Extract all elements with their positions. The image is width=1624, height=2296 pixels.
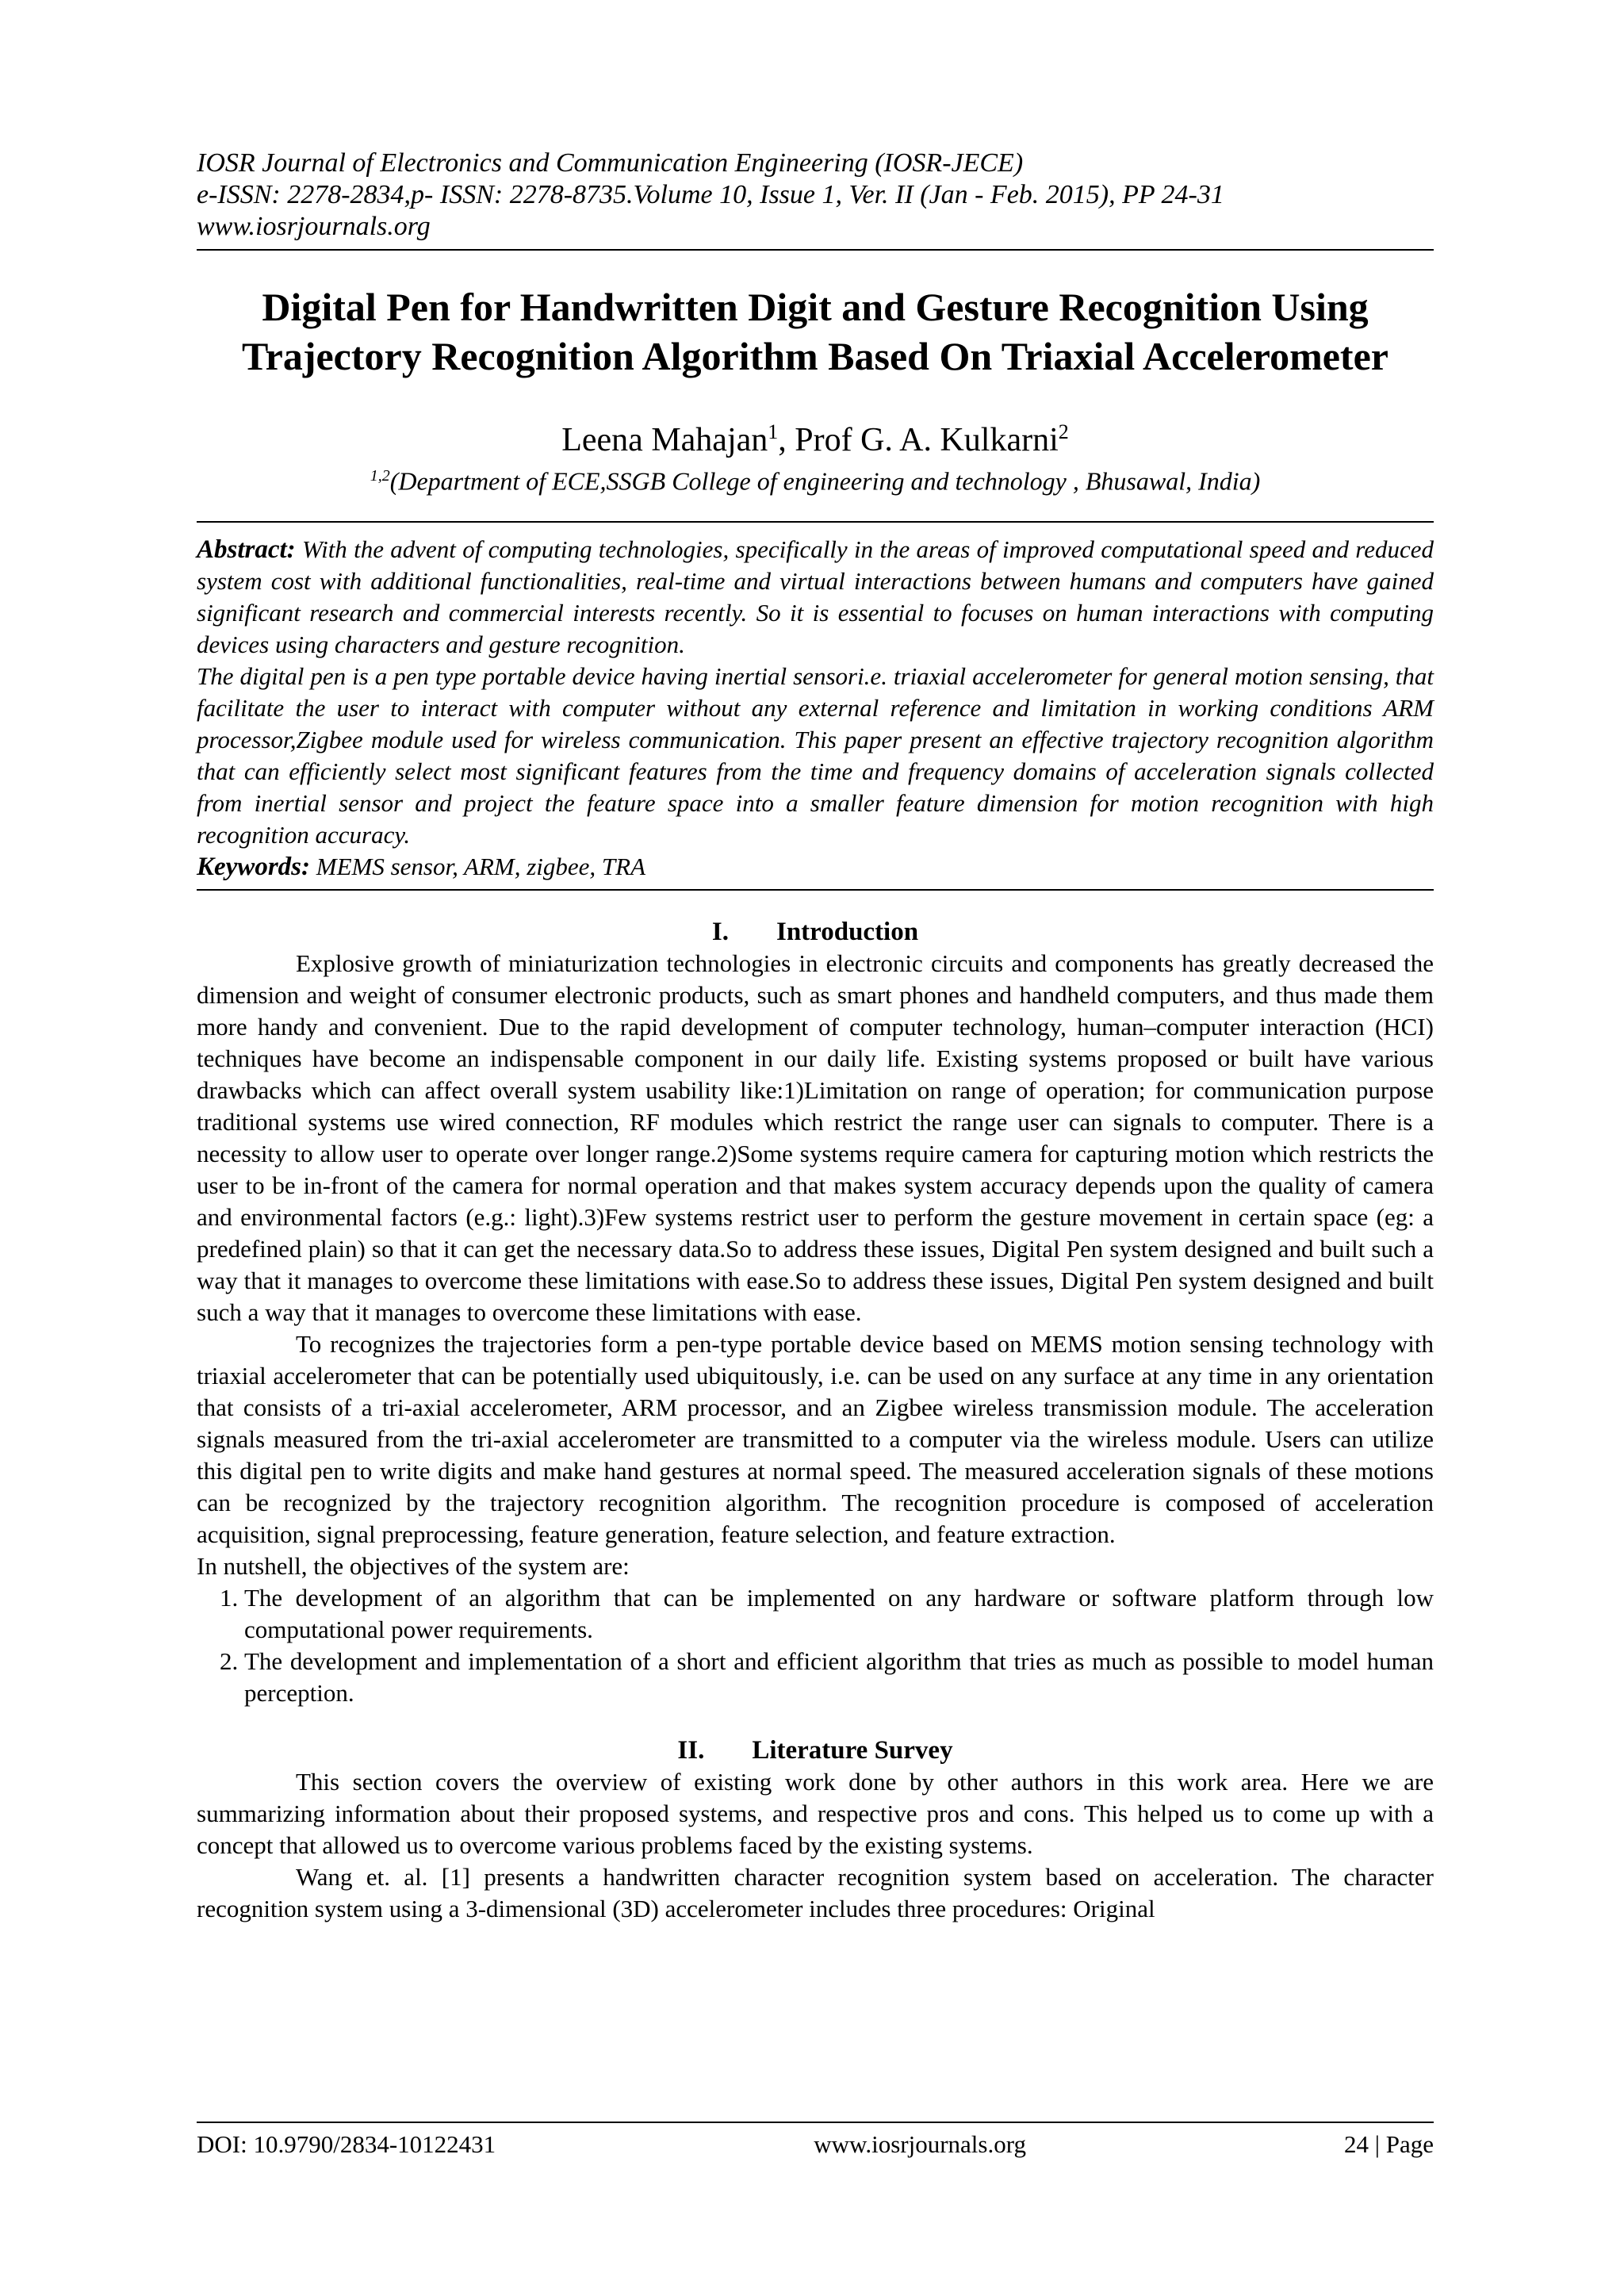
body-paragraph: This section covers the overview of existing work done by other authors in this work area. Here we are summarizing information about their proposed systems, and respective pros and cons. This helped us to come up with a concept that allowed us to overcome various problems faced by the existing systems.	[197, 1767, 1434, 1859]
body-paragraph: Wang et. al. [1] presents a handwritten character recognition system based on acceleration. The character recognition system using a 3-dimensional (3D) accelerometer includes three procedures: Original	[197, 1862, 1434, 1922]
author-separator: ,	[778, 422, 795, 458]
footer-divider	[197, 2122, 1434, 2123]
footer-page-number: 24 | Page	[1344, 2130, 1434, 2158]
keywords-label: Keywords:	[197, 852, 310, 881]
keywords-paragraph	[197, 851, 1434, 883]
author-name: Prof G. A. Kulkarni	[795, 422, 1059, 458]
abstract-paragraph: The digital pen is a pen type portable device having inertial sensori.e. triaxial accelerometer for general motion sensing, that facilitate the user to interact with computer without any external reference and limitation in working conditions ARM processor,Zigbee module used for wireless communication. This paper present an effective trajectory recognition algorithm that can efficiently select most significant features from the time and frequency domains of acceleration signals collected from inertial sensor and project the feature space into a smaller feature dimension for motion recognition with high recognition accuracy.	[197, 661, 1434, 849]
body-paragraph: In nutshell, the objectives of the system are:	[197, 1551, 630, 1580]
author-superscript: 1	[768, 420, 779, 443]
keywords-text: MEMS sensor, ARM, zigbee, TRA	[310, 852, 646, 880]
affiliation	[197, 460, 1434, 497]
paper-title: Digital Pen for Handwritten Digit and Gesture Recognition Using Trajectory Recognition Algorithm Based On Triaxial Accelerometer	[242, 285, 1388, 378]
footer-website[interactable]: www.iosrjournals.org	[814, 2130, 1026, 2158]
section-title: Literature Survey	[752, 1735, 953, 1765]
body-paragraph: Explosive growth of miniaturization technologies in electronic circuits and components has greatly decreased the dimension and weight of consumer electronic products, such as smart phones and handheld computers, and thus made them more handy and convenient. Due to the rapid development of computer technology, human–computer interaction (HCI) techniques have become an indispensable component in our daily life. Existing systems proposed or built have various drawbacks which can affect overall system usability like:1)Limitation on range of operation; for communication purpose traditional systems use wired connection, RF modules which restrict the range user can signals to computer. There is a necessity to allow user to operate over longer range.2)Some systems require camera for capturing motion which restricts the user to be in-front of the camera for normal operation and that makes system accuracy depends upon the quality of camera and environmental factors (e.g.: light).3)Few systems restrict user to perform the gesture movement in certain space (eg: a predefined plain) so that it can get the necessary data.So to address these issues, Digital Pen system designed and built such a way that it manages to overcome these limitations with ease.So to address these issues, Digital Pen system designed and built such a way that it manages to overcome these limitations with ease.	[197, 949, 1434, 1326]
section-number: II.	[677, 1735, 705, 1765]
objectives-list	[197, 1582, 1434, 1709]
author-line	[197, 412, 1434, 460]
section-number: I.	[711, 917, 729, 946]
body-paragraph: To recognizes the trajectories form a pen-type portable device based on MEMS motion sensing technology with triaxial accelerometer that can be potentially used ubiquitously, i.e. can be used on any surface at any time in any orientation that consists of a tri-axial accelerometer, ARM processor, and an Zigbee wireless transmission module. The acceleration signals measured from the tri-axial accelerometer are transmitted to a computer via the wireless module. Users can utilize this digital pen to write digits and make hand gestures at normal speed. The measured acceleration signals of these motions can be recognized by the trajectory recognition algorithm. The recognition procedure is composed of acceleration acquisition, signal preprocessing, feature generation, feature selection, and feature extraction.	[197, 1329, 1434, 1548]
abstract-paragraph	[197, 534, 1434, 661]
section-heading-introduction	[197, 916, 1434, 948]
author-superscript: 2	[1058, 420, 1069, 443]
journal-header	[197, 148, 1434, 251]
page-content	[197, 148, 1434, 1925]
journal-name: IOSR Journal of Electronics and Communication Engineering (IOSR-JECE)	[197, 148, 1024, 178]
page-footer	[197, 2129, 1434, 2160]
footer-doi: DOI: 10.9790/2834-10122431	[197, 2130, 496, 2158]
abstract-label: Abstract:	[197, 535, 296, 564]
journal-issn: e-ISSN: 2278-2834,p- ISSN: 2278-8735.Volume 10, Issue 1, Ver. II (Jan - Feb. 2015), PP 24-31	[197, 180, 1224, 209]
section-heading-literature-survey	[197, 1734, 1434, 1766]
abstract-section	[197, 521, 1434, 891]
journal-website[interactable]: www.iosrjournals.org	[197, 212, 431, 241]
abstract-text: With the advent of computing technologies, specifically in the areas of improved computational speed and reduced system cost with additional functionalities, real-time and virtual interactions between humans and computers have gained significant research and commercial interests recently. So it is essential to focuses on human interactions with computing devices using characters and gesture recognition.	[197, 535, 1434, 658]
author-name: Leena Mahajan	[561, 422, 768, 458]
header-divider	[197, 249, 1434, 251]
affiliation-superscript: 1,2	[370, 467, 390, 485]
affiliation-text: (Department of ECE,SSGB College of engineering and technology , Bhusawal, India)	[389, 466, 1261, 496]
list-item: 1. The development of an algorithm that can be implemented on any hardware or software platform through low computational power requirements.	[244, 1582, 1434, 1646]
section-title: Introduction	[776, 917, 919, 946]
list-item: 2. The development and implementation of a short and efficient algorithm that tries as much as possible to model human perception.	[244, 1646, 1434, 1709]
